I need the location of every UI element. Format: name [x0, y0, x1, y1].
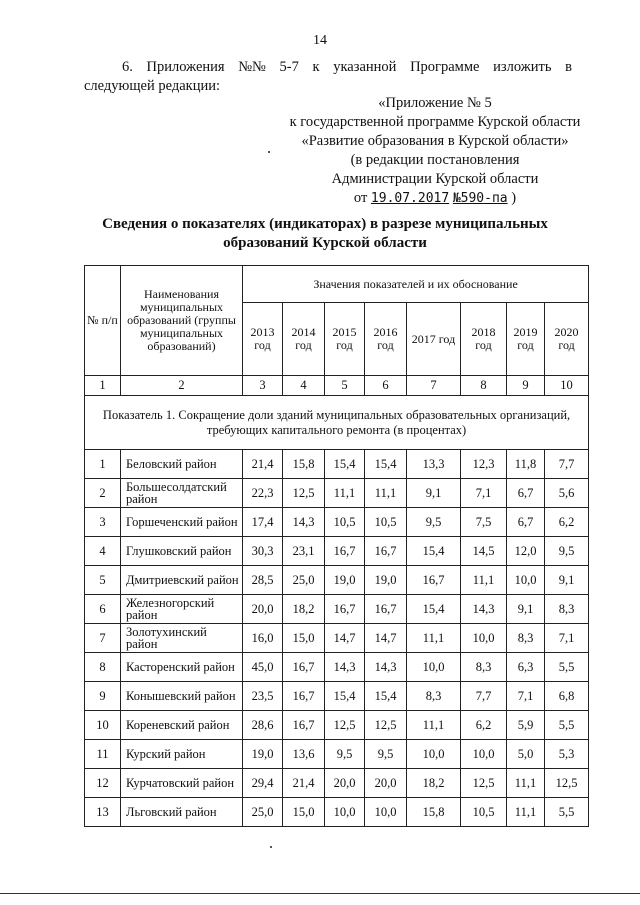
- value-cell: 5,5: [545, 711, 589, 740]
- column-number: 10: [545, 376, 589, 396]
- value-cell: 9,1: [545, 566, 589, 595]
- paragraph-word: к: [312, 59, 320, 75]
- value-cell: 9,5: [545, 537, 589, 566]
- row-number: 11: [85, 740, 121, 769]
- value-cell: 16,7: [325, 595, 365, 624]
- paragraph-word: 5-7: [279, 59, 299, 75]
- municipality-name: Беловский район: [121, 450, 243, 479]
- date-prefix: от: [353, 190, 368, 206]
- year-header: 2013 год: [243, 303, 283, 376]
- value-cell: 18,2: [283, 595, 325, 624]
- municipality-name: Льговский район: [121, 798, 243, 827]
- value-cell: 7,1: [545, 624, 589, 653]
- decree-date: 19.07.2017: [370, 191, 450, 206]
- value-cell: 14,7: [325, 624, 365, 653]
- value-cell: 8,3: [407, 682, 461, 711]
- value-cell: 14,3: [461, 595, 507, 624]
- municipality-name: Глушковский район: [121, 537, 243, 566]
- heading-line-1: Сведения о показателях (индикаторах) в разрезе муниципальных: [102, 216, 548, 232]
- value-cell: 14,3: [283, 508, 325, 537]
- table-row: [85, 740, 589, 769]
- value-cell: 19,0: [243, 740, 283, 769]
- year-header: 2019 год: [507, 303, 545, 376]
- value-cell: 10,0: [365, 798, 407, 827]
- value-cell: 11,1: [507, 798, 545, 827]
- value-cell: 5,3: [545, 740, 589, 769]
- row-number: 13: [85, 798, 121, 827]
- appendix-administration: Администрации Курской области: [331, 171, 539, 187]
- value-cell: 15,8: [283, 450, 325, 479]
- value-cell: 15,4: [365, 682, 407, 711]
- value-cell: 6,7: [507, 479, 545, 508]
- value-cell: 7,5: [461, 508, 507, 537]
- table-row: [85, 682, 589, 711]
- table-row: [85, 711, 589, 740]
- indicator-title: Показатель 1. Сокращение доли зданий муниципальных образовательных организаций, требующих капитального ремонта (в процентах): [85, 396, 589, 450]
- year-header: 2014 год: [283, 303, 325, 376]
- value-cell: 10,0: [461, 624, 507, 653]
- row-number: 10: [85, 711, 121, 740]
- value-cell: 14,3: [365, 653, 407, 682]
- municipality-name: Курский район: [121, 740, 243, 769]
- appendix-title: «Приложение № 5: [378, 95, 492, 111]
- value-cell: 7,1: [507, 682, 545, 711]
- scan-speck: [270, 846, 272, 848]
- value-cell: 15,4: [407, 595, 461, 624]
- value-cell: 12,0: [507, 537, 545, 566]
- municipality-name: Золотухинский район: [121, 624, 243, 653]
- value-cell: 6,8: [545, 682, 589, 711]
- value-cell: 20,0: [243, 595, 283, 624]
- value-cell: 12,5: [325, 711, 365, 740]
- value-cell: 13,6: [283, 740, 325, 769]
- value-cell: 16,7: [365, 537, 407, 566]
- appendix-date-line: [250, 189, 620, 208]
- municipality-name: Дмитриевский район: [121, 566, 243, 595]
- paragraph-word: №№: [238, 59, 266, 75]
- value-cell: 16,7: [407, 566, 461, 595]
- year-header: 2018 год: [461, 303, 507, 376]
- page-number: 14: [313, 33, 327, 48]
- value-cell: 22,3: [243, 479, 283, 508]
- municipality-name: Большесолдатский район: [121, 479, 243, 508]
- column-number: 1: [85, 376, 121, 396]
- value-cell: 10,0: [507, 566, 545, 595]
- value-cell: 10,0: [407, 653, 461, 682]
- row-number: 2: [85, 479, 121, 508]
- value-cell: 28,5: [243, 566, 283, 595]
- value-cell: 45,0: [243, 653, 283, 682]
- table-row: [85, 508, 589, 537]
- value-cell: 17,4: [243, 508, 283, 537]
- paragraph-word: указанной: [333, 59, 397, 75]
- row-number: 1: [85, 450, 121, 479]
- value-cell: 23,1: [283, 537, 325, 566]
- decree-number: №590-па: [452, 191, 508, 206]
- value-cell: 15,4: [407, 537, 461, 566]
- value-cell: 6,2: [461, 711, 507, 740]
- value-cell: 9,5: [407, 508, 461, 537]
- column-number: 3: [243, 376, 283, 396]
- value-cell: 9,1: [407, 479, 461, 508]
- appendix-program: к государственной программе Курской области: [289, 114, 581, 130]
- value-cell: 9,5: [365, 740, 407, 769]
- value-cell: 8,3: [507, 624, 545, 653]
- value-cell: 12,5: [283, 479, 325, 508]
- value-cell: 16,7: [283, 653, 325, 682]
- value-cell: 10,5: [325, 508, 365, 537]
- row-number: 6: [85, 595, 121, 624]
- value-cell: 12,5: [461, 769, 507, 798]
- column-number: 2: [121, 376, 243, 396]
- table-row: [85, 450, 589, 479]
- value-cell: 30,3: [243, 537, 283, 566]
- value-cell: 10,5: [461, 798, 507, 827]
- value-cell: 19,0: [325, 566, 365, 595]
- appendix-block: [250, 94, 620, 208]
- amendment-paragraph: [84, 58, 572, 96]
- row-number: 4: [85, 537, 121, 566]
- value-cell: 21,4: [283, 769, 325, 798]
- paragraph-word: в: [565, 59, 572, 75]
- scan-speck: [268, 151, 270, 153]
- column-number: 8: [461, 376, 507, 396]
- value-cell: 15,4: [325, 450, 365, 479]
- appendix-program-name: «Развитие образования в Курской области»: [301, 133, 569, 149]
- column-number: 7: [407, 376, 461, 396]
- value-cell: 15,0: [283, 624, 325, 653]
- value-cell: 5,9: [507, 711, 545, 740]
- value-cell: 15,8: [407, 798, 461, 827]
- section-heading: [60, 215, 590, 253]
- value-cell: 8,3: [545, 595, 589, 624]
- municipality-name: Железногорский район: [121, 595, 243, 624]
- value-cell: 5,6: [545, 479, 589, 508]
- value-cell: 10,0: [407, 740, 461, 769]
- value-cell: 20,0: [365, 769, 407, 798]
- value-cell: 16,7: [365, 595, 407, 624]
- value-cell: 15,0: [283, 798, 325, 827]
- date-suffix: ): [511, 190, 517, 206]
- value-cell: 16,7: [283, 682, 325, 711]
- value-cell: 15,4: [325, 682, 365, 711]
- paragraph-line-2: следующей редакции:: [84, 78, 221, 94]
- value-cell: 12,3: [461, 450, 507, 479]
- indicators-table: [84, 265, 589, 827]
- value-cell: 28,6: [243, 711, 283, 740]
- value-cell: 11,1: [407, 624, 461, 653]
- table-row: [85, 595, 589, 624]
- value-cell: 11,8: [507, 450, 545, 479]
- appendix-edition: (в редакции постановления: [350, 152, 520, 168]
- value-cell: 11,1: [365, 479, 407, 508]
- row-number: 5: [85, 566, 121, 595]
- table-row: [85, 624, 589, 653]
- value-cell: 19,0: [365, 566, 407, 595]
- value-cell: 10,0: [325, 798, 365, 827]
- value-cell: 7,1: [461, 479, 507, 508]
- year-header: 2015 год: [325, 303, 365, 376]
- page-bottom-edge: [0, 893, 640, 894]
- value-cell: 29,4: [243, 769, 283, 798]
- value-cell: 25,0: [283, 566, 325, 595]
- year-header: 2020 год: [545, 303, 589, 376]
- value-cell: 16,0: [243, 624, 283, 653]
- value-cell: 10,5: [365, 508, 407, 537]
- year-header: 2016 год: [365, 303, 407, 376]
- value-cell: 8,3: [461, 653, 507, 682]
- table-row: [85, 479, 589, 508]
- value-cell: 16,7: [325, 537, 365, 566]
- header-values: Значения показателей и их обоснование: [243, 266, 589, 303]
- paragraph-word: Программе: [410, 59, 480, 75]
- row-number: 12: [85, 769, 121, 798]
- table-row: [85, 769, 589, 798]
- value-cell: 14,5: [461, 537, 507, 566]
- table-row: [85, 566, 589, 595]
- value-cell: 18,2: [407, 769, 461, 798]
- value-cell: 15,4: [365, 450, 407, 479]
- value-cell: 23,5: [243, 682, 283, 711]
- row-number: 7: [85, 624, 121, 653]
- year-header: 2017 год: [407, 303, 461, 376]
- paragraph-word: изложить: [493, 59, 552, 75]
- municipality-name: Курчатовский район: [121, 769, 243, 798]
- value-cell: 6,3: [507, 653, 545, 682]
- value-cell: 9,5: [325, 740, 365, 769]
- value-cell: 6,7: [507, 508, 545, 537]
- row-number: 8: [85, 653, 121, 682]
- value-cell: 7,7: [461, 682, 507, 711]
- municipality-name: Касторенский район: [121, 653, 243, 682]
- table-row: [85, 798, 589, 827]
- table-row: [85, 653, 589, 682]
- value-cell: 14,7: [365, 624, 407, 653]
- municipality-name: Конышевский район: [121, 682, 243, 711]
- table-row: [85, 537, 589, 566]
- column-number: 5: [325, 376, 365, 396]
- value-cell: 5,0: [507, 740, 545, 769]
- value-cell: 13,3: [407, 450, 461, 479]
- value-cell: 6,2: [545, 508, 589, 537]
- row-number: 3: [85, 508, 121, 537]
- value-cell: 11,1: [325, 479, 365, 508]
- heading-line-2: образований Курской области: [223, 235, 427, 251]
- value-cell: 12,5: [365, 711, 407, 740]
- header-municipality: Наименования муниципальных образований (группы муниципальных образований): [121, 266, 243, 376]
- value-cell: 5,5: [545, 653, 589, 682]
- column-number: 6: [365, 376, 407, 396]
- paragraph-word: Приложения: [146, 59, 225, 75]
- header-number: № п/п: [85, 266, 121, 376]
- value-cell: 10,0: [461, 740, 507, 769]
- value-cell: 11,1: [407, 711, 461, 740]
- value-cell: 14,3: [325, 653, 365, 682]
- value-cell: 9,1: [507, 595, 545, 624]
- value-cell: 7,7: [545, 450, 589, 479]
- paragraph-word: 6.: [122, 59, 133, 75]
- value-cell: 16,7: [283, 711, 325, 740]
- value-cell: 25,0: [243, 798, 283, 827]
- municipality-name: Кореневский район: [121, 711, 243, 740]
- row-number: 9: [85, 682, 121, 711]
- value-cell: 20,0: [325, 769, 365, 798]
- municipality-name: Горшеченский район: [121, 508, 243, 537]
- value-cell: 11,1: [507, 769, 545, 798]
- column-number: 9: [507, 376, 545, 396]
- value-cell: 12,5: [545, 769, 589, 798]
- paragraph-line-1: [84, 58, 572, 77]
- value-cell: 5,5: [545, 798, 589, 827]
- value-cell: 21,4: [243, 450, 283, 479]
- column-number: 4: [283, 376, 325, 396]
- value-cell: 11,1: [461, 566, 507, 595]
